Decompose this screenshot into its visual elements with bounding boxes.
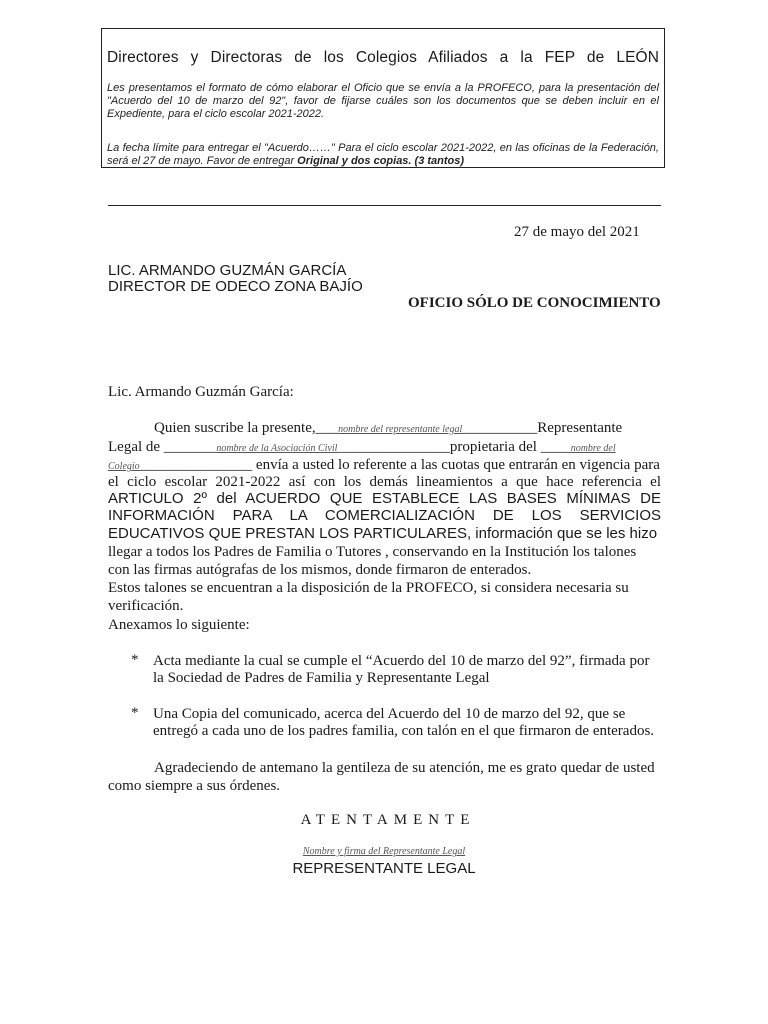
placeholder-representante: nombre del representante legal xyxy=(338,424,463,435)
closing-text: Agradeciendo de antemano la gentileza de su atención, me es grato quedar de usted xyxy=(154,760,655,776)
body-text: propietaria del ____ xyxy=(449,439,571,455)
body-line-6: INFORMACIÓN PARA LA COMERCIALIZACIÓN DE LOS SERVICIOS xyxy=(108,507,661,524)
separator-line xyxy=(108,205,661,206)
body-line-9: con las firmas autógrafas de los mismos, donde firmaron de enterados. xyxy=(108,562,532,578)
salutation: Lic. Armando Guzmán García: xyxy=(108,384,294,400)
body-text: Quien suscribe la presente xyxy=(154,420,312,436)
notice-deadline-text: La fecha límite para entregar el "Acuerdo……" Para el ciclo escolar 2021-2022, en las oficinas de la Federación, será el 27 de mayo. Favor de entregar xyxy=(107,142,659,167)
bullet-2-line-1: Una Copia del comunicado, acerca del Acuerdo del 10 de marzo del 92, que se xyxy=(153,706,626,722)
blank-line: __________ xyxy=(462,420,538,436)
body-line-12: Anexamos lo siguiente: xyxy=(108,617,250,633)
recipient-name: LIC. ARMANDO GUZMÁN GARCÍA xyxy=(108,262,347,279)
closing-line-1 xyxy=(108,760,661,776)
bullet-1-line-2: la Sociedad de Padres de Familia y Representante Legal xyxy=(153,670,490,686)
body-line-11: verificación. xyxy=(108,598,184,614)
body-line-5: ARTICULO 2º del ACUERDO QUE ESTABLECE LAS BASES MÍNIMAS DE xyxy=(108,490,661,507)
letter-date: 27 de mayo del 2021 xyxy=(514,224,640,240)
letter-subject: OFICIO SÓLO DE CONOCIMIENTO xyxy=(408,295,661,311)
body-text: Representante xyxy=(537,420,623,436)
body-line-7 xyxy=(108,526,661,542)
bullet-marker: * xyxy=(131,652,139,668)
body-line-10: Estos talones se encuentran a la disposición de la PROFECO, si considera necesaria su xyxy=(108,580,629,596)
notice-deadline-copies: Original y dos copias. (3 tantos) xyxy=(297,155,465,167)
notice-title: Directores y Directoras de los Colegios Afiliados a la FEP de LEÓN xyxy=(107,49,659,66)
bullet-1-line-1: Acta mediante la cual se cumple el “Acuerdo del 10 de marzo del 92”, firmada por xyxy=(153,653,650,669)
signature-title: REPRESENTANTE LEGAL xyxy=(292,860,476,877)
blank-line: _______________ xyxy=(139,457,253,473)
placeholder-asociacion: nombre de la Asociación Civil xyxy=(216,443,338,454)
notice-paragraph-deadline xyxy=(107,142,659,168)
atentamente: ATENTAMENTE xyxy=(300,812,476,828)
body-line-3 xyxy=(108,457,661,473)
body-line-2 xyxy=(108,439,661,455)
placeholder-colegio-cont: Colegio xyxy=(108,461,140,472)
body-text: Legal de _______ xyxy=(108,439,217,455)
body-line-4: el ciclo escolar 2021-2022 así con los demás lineamientos a que hace referencia el xyxy=(108,474,661,490)
body-line-1 xyxy=(108,420,661,436)
recipient-title: DIRECTOR DE ODECO ZONA BAJÍO xyxy=(108,278,363,295)
notice-box xyxy=(101,28,665,168)
body-text: envía a usted lo referente a las cuotas que entrarán en vigencia para xyxy=(252,457,660,473)
placeholder-colegio: nombre del xyxy=(570,443,616,454)
closing-line-2: como siempre a sus órdenes. xyxy=(108,778,281,794)
signature-placeholder: Nombre y firma del Representante Legal xyxy=(302,846,466,857)
bullet-2-line-2: entregó a cada uno de los padres familia, con talón en el que firmaron de enterados. xyxy=(153,723,655,739)
bullet-marker: * xyxy=(131,705,139,721)
blank-line: ,___ xyxy=(311,420,339,436)
notice-paragraph-format: Les presentamos el formato de cómo elaborar el Oficio que se envía a la PROFECO, para la presentación del "Acuerdo del 10 de marzo del 92", favor de fijarse cuáles son los documentos que se deben incluir en el Expediente, para el ciclo escolar 2021-2022. xyxy=(107,82,659,120)
body-text: EDUCATIVOS QUE PRESTAN LOS PARTICULARES, información que se les hizo xyxy=(108,525,658,542)
blank-line: _______________ xyxy=(337,439,450,455)
body-line-8: llegar a todos los Padres de Familia o Tutores , conservando en la Institución los talones xyxy=(108,544,637,560)
